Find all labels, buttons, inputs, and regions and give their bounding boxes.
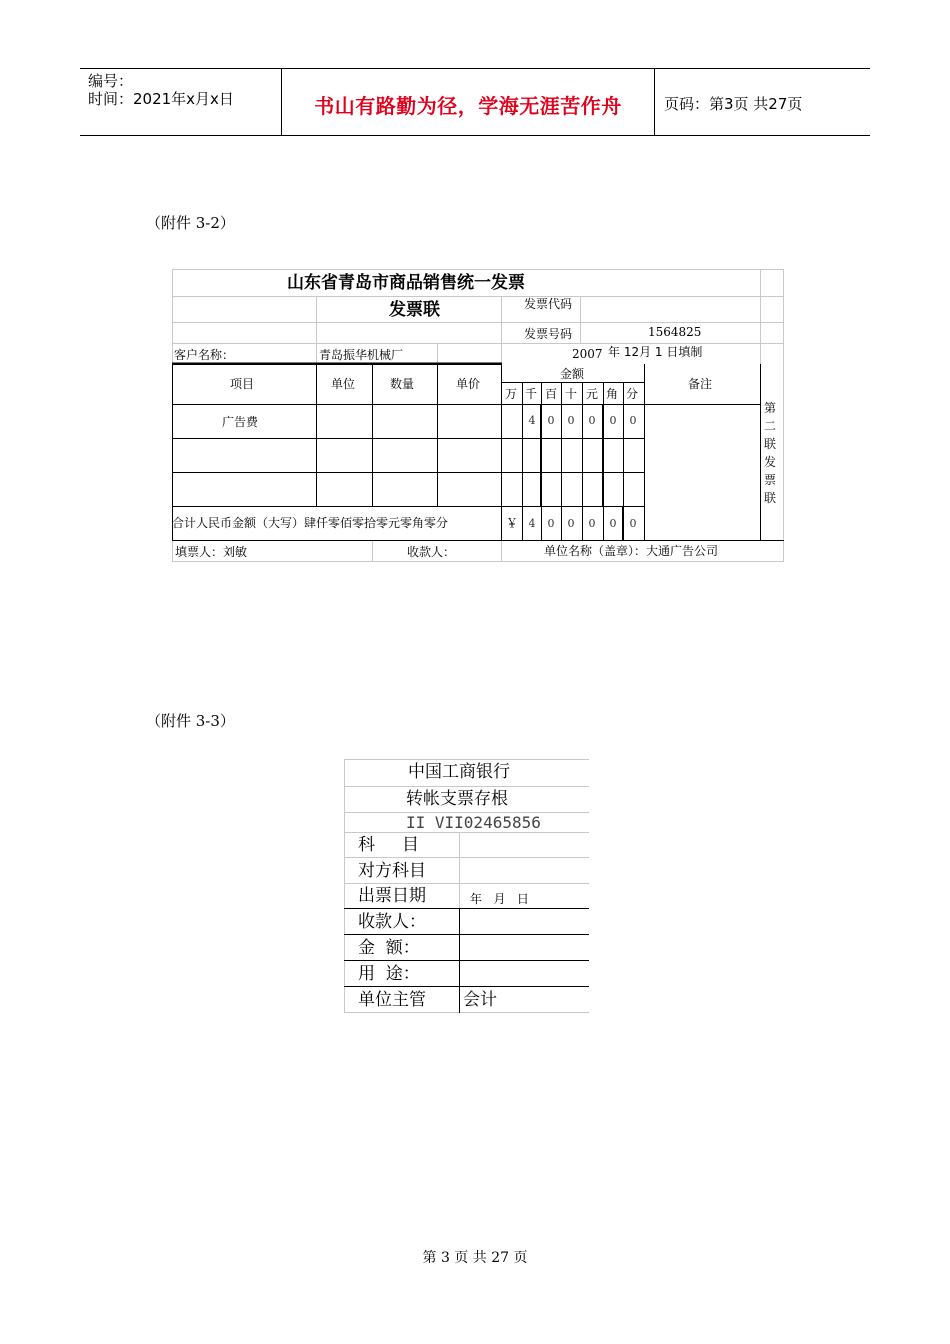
col-header-qty: 数量 bbox=[390, 377, 415, 391]
attachment-caption: （附件 3-3） bbox=[146, 712, 235, 730]
total-text: 合计人民币金额（大写）肆仟零佰零拾零元零角零分 bbox=[172, 516, 449, 530]
filler-label: 填票人：刘敏 bbox=[175, 545, 248, 559]
payee-label: 收款人： bbox=[358, 912, 426, 932]
check-stub bbox=[344, 759, 589, 1013]
invoice-subtitle: 发票联 bbox=[389, 300, 440, 320]
amount-unit-shi: 十 bbox=[565, 387, 578, 401]
issuer-unit-label: 单位名称（盖章）：大通广告公司 bbox=[544, 544, 719, 558]
row1-digit-fen: 0 bbox=[629, 414, 637, 427]
total-symbol: ￥ bbox=[506, 516, 519, 530]
customer-label: 客户名称： bbox=[174, 348, 235, 362]
row1-item: 广告费 bbox=[222, 415, 259, 429]
header-divider bbox=[654, 68, 655, 135]
total-digit-fen: 0 bbox=[629, 517, 637, 530]
total-digit-jiao: 0 bbox=[609, 517, 617, 530]
stub-title: 转帐支票存根 bbox=[406, 789, 508, 809]
total-digit-shi: 0 bbox=[567, 517, 575, 530]
attachment-caption: （附件 3-2） bbox=[146, 214, 235, 232]
purpose-label: 用 途： bbox=[358, 964, 420, 984]
col-header-amount: 金额 bbox=[560, 367, 585, 381]
check-serial: II VII02465856 bbox=[406, 813, 541, 832]
issue-date-value: 年 月 日 bbox=[470, 892, 529, 906]
invoice-number-value: 1564825 bbox=[648, 325, 702, 339]
copy-label: 第二联发票联 bbox=[764, 401, 777, 505]
manager-label: 单位主管 bbox=[358, 990, 426, 1010]
header-top-rule bbox=[80, 68, 870, 69]
customer-value: 青岛振华机械厂 bbox=[319, 348, 404, 362]
row1-digit-bai: 0 bbox=[547, 414, 555, 427]
amount-label: 金 额： bbox=[358, 938, 420, 958]
col-header-item: 项目 bbox=[230, 377, 255, 391]
amount-unit-fen: 分 bbox=[626, 387, 639, 401]
invoice-title: 山东省青岛市商品销售统一发票 bbox=[287, 273, 525, 293]
invoice-date-year: 2007 bbox=[572, 347, 603, 361]
total-digit-qian: 4 bbox=[528, 517, 536, 530]
payee-label: 收款人： bbox=[407, 545, 456, 559]
col-header-price: 单价 bbox=[456, 377, 481, 391]
amount-unit-wan: 万 bbox=[505, 387, 518, 401]
total-digit-yuan: 0 bbox=[588, 517, 596, 530]
amount-unit-qian: 千 bbox=[525, 387, 538, 401]
row1-digit-shi: 0 bbox=[567, 414, 575, 427]
header-number-label: 编号： bbox=[88, 72, 134, 90]
subject-label: 科 目 bbox=[358, 835, 420, 855]
invoice-code-label: 发票代码 bbox=[524, 297, 573, 311]
amount-unit-bai: 百 bbox=[545, 387, 558, 401]
amount-unit-jiao: 角 bbox=[606, 387, 619, 401]
issue-date-label: 出票日期 bbox=[358, 886, 426, 906]
total-digit-bai: 0 bbox=[547, 517, 555, 530]
header-page-info: 页码：第3页 共27页 bbox=[664, 95, 803, 113]
row1-digit-yuan: 0 bbox=[588, 414, 596, 427]
page-footer: 第 3 页 共 27 页 bbox=[422, 1250, 528, 1266]
row1-digit-qian: 4 bbox=[528, 414, 536, 427]
col-header-unit: 单位 bbox=[331, 377, 356, 391]
header-bottom-rule bbox=[80, 135, 870, 136]
bank-name: 中国工商银行 bbox=[408, 762, 510, 782]
col-header-remark: 备注 bbox=[688, 377, 713, 391]
row1-digit-jiao: 0 bbox=[609, 414, 617, 427]
amount-unit-yuan: 元 bbox=[586, 387, 599, 401]
header-motto: 书山有路勤为径，学海无涯苦作舟 bbox=[314, 94, 622, 118]
sales-invoice bbox=[172, 269, 784, 562]
accountant-label: 会计 bbox=[463, 990, 497, 1010]
invoice-date-rest: 年 12月 1 日填制 bbox=[608, 345, 703, 359]
counter-subject-label: 对方科目 bbox=[358, 861, 426, 881]
header-time-label: 时间：2021年x月x日 bbox=[88, 90, 234, 108]
invoice-number-label: 发票号码 bbox=[524, 327, 573, 341]
